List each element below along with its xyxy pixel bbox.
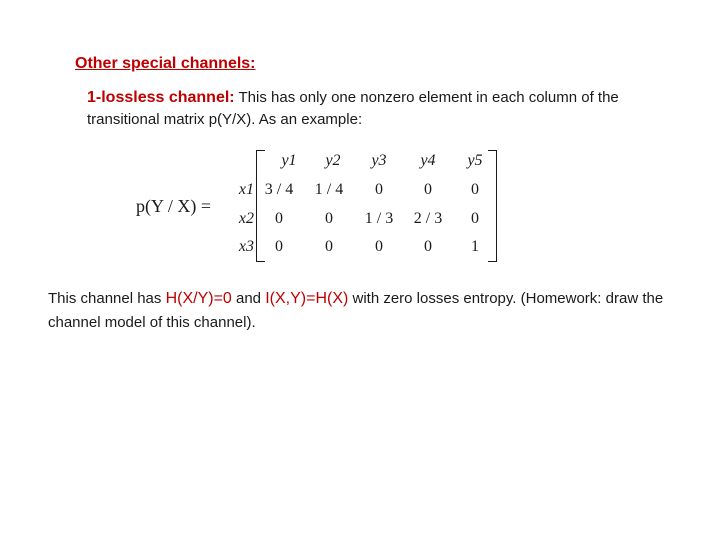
row-label: x3: [238, 238, 254, 255]
conclusion-text-2: and: [231, 290, 266, 307]
transition-matrix: [130, 148, 510, 264]
col-header: y2: [325, 152, 341, 169]
col-header: y5: [467, 152, 483, 169]
matrix-cell: 0: [471, 210, 479, 227]
col-header: y3: [371, 152, 387, 169]
row-label: x2: [238, 210, 254, 227]
conclusion-text-1: This channel has: [48, 290, 166, 307]
col-header: y1: [281, 152, 297, 169]
matrix-cell: 0: [325, 210, 333, 227]
matrix-lhs: p(Y / X) =: [136, 196, 211, 216]
section-heading: Other special channels:: [75, 55, 256, 72]
matrix-cell: 0: [275, 238, 283, 255]
matrix-cell: 0: [325, 238, 333, 255]
matrix-cell: 1 / 3: [364, 210, 394, 227]
definition-text: This has only one nonzero element in each column of the transitional matrix p(Y/X). As an example:: [87, 89, 619, 128]
matrix-cell: 0: [471, 181, 479, 198]
matrix-cell: 2 / 3: [413, 210, 443, 227]
conclusion-paragraph: [48, 287, 678, 335]
definition-paragraph: [87, 87, 667, 131]
matrix-cell: 0: [424, 181, 432, 198]
matrix-cell: 1: [471, 238, 479, 255]
col-header: y4: [420, 152, 436, 169]
channel-term: 1-lossless channel:: [87, 89, 235, 106]
row-label: x1: [238, 181, 254, 198]
mutual-information-expr: I(X,Y)=H(X): [265, 290, 349, 307]
matrix-cell: 0: [375, 238, 383, 255]
matrix-cell: 3 / 4: [264, 181, 294, 198]
conditional-entropy-expr: H(X/Y)=0: [165, 290, 232, 307]
conclusion-text-3: with zero losses entropy. (Homework: draw the channel model of this channel).: [48, 290, 664, 331]
matrix-cell: 0: [424, 238, 432, 255]
matrix-cell: 1 / 4: [314, 181, 344, 198]
matrix-cell: 0: [375, 181, 383, 198]
matrix-cell: 0: [275, 210, 283, 227]
